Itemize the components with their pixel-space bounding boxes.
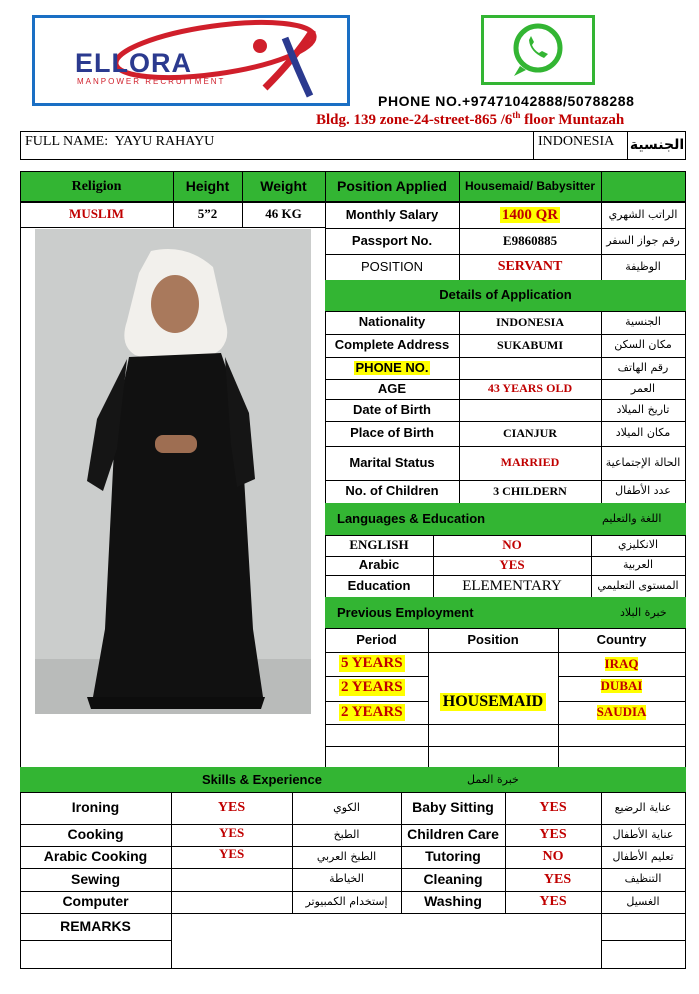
period-3: 2 YEARS — [341, 704, 403, 720]
lang-label-english: ENGLISH — [349, 537, 409, 553]
salary-ar: الراتب الشهري — [608, 207, 678, 221]
remarks-label: REMARKS — [60, 917, 131, 934]
lang-label-education: Education — [347, 577, 411, 593]
weight-header: Weight — [260, 177, 307, 194]
position-applied-header: Position Applied — [337, 177, 447, 194]
position-ar: الوظيفة — [625, 259, 661, 273]
employment-header-period: Period — [356, 631, 397, 647]
employment-title-ar: خبرة البلاد — [620, 606, 667, 619]
country-3-text: SAUDIA — [596, 704, 647, 720]
detail-ar-nationality: الجنسية — [625, 315, 661, 329]
remarks-field — [172, 914, 600, 968]
logo-tagline: MANPOWER RECRUITMENT — [77, 77, 226, 86]
skill-label-computer: Computer — [62, 893, 129, 910]
phone-line: PHONE NO.+97471042888/50788288 — [378, 93, 635, 109]
skills-title-ar: خبرة العمل — [467, 773, 519, 786]
detail-ar-dob: تاريخ الميلاد — [616, 402, 670, 416]
religion-value: MUSLIM — [69, 206, 124, 222]
employment-header-position: Position — [467, 631, 519, 647]
candidate-photo — [35, 229, 311, 714]
passport-value: E9860885 — [502, 232, 558, 248]
languages-title-ar: اللغة والتعليم — [602, 512, 662, 525]
salary-value — [459, 202, 601, 228]
skill-value-ironing: YES — [217, 800, 246, 816]
skill-value-tutoring: NO — [542, 849, 564, 865]
period-1: 5 YEARS — [341, 655, 403, 671]
detail-label-nationality: Nationality — [358, 314, 426, 330]
detail-value-phone — [459, 357, 601, 379]
skill-label-arabic-cooking: Arabic Cooking — [43, 848, 148, 865]
lang-ar-arabic: العربية — [622, 558, 654, 572]
passport-ar: رقم جواز السفر — [606, 233, 680, 247]
skill-label-cooking: Cooking — [67, 826, 124, 843]
detail-value-age: 43 YEARS OLD — [487, 381, 573, 396]
height-value: 5”2 — [197, 206, 218, 222]
religion-header: Religion — [71, 178, 122, 194]
skill-value-computer — [171, 891, 292, 913]
height-header: Height — [185, 177, 230, 194]
detail-value-nationality: INDONESIA — [495, 314, 564, 329]
detail-ar-age: العمر — [630, 381, 656, 395]
detail-ar-address: مكان السكن — [614, 338, 672, 352]
lang-value-arabic: YES — [499, 557, 525, 573]
skill-ar-cooking: الطبخ — [333, 827, 360, 841]
detail-label-pob: Place of Birth — [350, 425, 434, 441]
period-2: 2 YEARS — [341, 679, 403, 695]
country-2 — [558, 676, 685, 696]
whatsapp-icon — [496, 20, 580, 80]
company-logo — [32, 15, 350, 106]
country-3 — [558, 701, 685, 724]
position-label: POSITION — [360, 258, 424, 274]
country-1 — [558, 652, 685, 676]
lang-label-arabic: Arabic — [358, 557, 400, 573]
employment-title: Previous Employment — [337, 605, 474, 620]
skill-label-washing: Washing — [424, 893, 482, 910]
skill-value-arabic-cooking: YES — [219, 846, 245, 861]
lang-value-english: NO — [502, 537, 522, 553]
salary-value-text: 1400 QR — [501, 206, 559, 223]
skill-label-baby-sitting: Baby Sitting — [412, 799, 494, 816]
detail-label-phone-text: PHONE NO. — [355, 359, 429, 375]
skill-value-cooking: YES — [219, 825, 245, 840]
skill-value-cleaning: YES — [543, 871, 572, 887]
skill-ar-ironing: الكوي — [333, 800, 360, 814]
details-title: Details of Application — [439, 287, 572, 303]
weight-value: 46 KG — [265, 206, 302, 222]
position-value: SERVANT — [497, 259, 563, 275]
whatsapp-logo — [481, 15, 595, 85]
lang-value-education: ELEMENTARY — [462, 577, 562, 594]
skill-value-children-care: YES — [539, 827, 567, 843]
skill-ar-children-care: عناية الأطفال — [612, 827, 674, 841]
skill-label-tutoring: Tutoring — [425, 848, 481, 865]
employment-header-country: Country — [596, 631, 647, 647]
nationality-top-ar: الجنسية — [629, 136, 685, 153]
skill-ar-cleaning: التنظيف — [624, 872, 662, 886]
detail-value-children: 3 CHILDERN — [493, 483, 567, 498]
detail-label-phone — [325, 357, 459, 379]
skill-value-washing: YES — [539, 894, 567, 910]
skill-label-cleaning: Cleaning — [423, 870, 483, 887]
address-pre: Bldg. 139 zone-24-street-865 /6 — [316, 112, 513, 128]
skill-value-baby-sitting: YES — [539, 800, 567, 816]
detail-label-dob: Date of Birth — [353, 401, 431, 417]
skills-title: Skills & Experience — [202, 772, 322, 787]
skill-ar-washing: الغسيل — [626, 894, 660, 908]
detail-ar-marital: الحالة الإجتماعية — [605, 455, 681, 469]
detail-value-dob — [459, 399, 601, 421]
skill-ar-sewing: الخياطة — [329, 872, 364, 886]
address-post: floor Muntazah — [520, 112, 625, 128]
languages-title: Languages & Education — [337, 511, 486, 526]
detail-ar-children: عدد الأطفال — [615, 484, 671, 498]
logo-text: ELLORA — [75, 48, 192, 78]
skill-value-sewing — [171, 868, 292, 891]
nationality-top: INDONESIA — [538, 134, 615, 149]
passport-label: Passport No. — [351, 232, 433, 248]
detail-ar-pob: مكان الميلاد — [615, 426, 671, 440]
lang-ar-english: الانكليزي — [617, 538, 659, 552]
detail-label-age: AGE — [377, 380, 407, 396]
employment-position — [428, 680, 558, 724]
skill-label-ironing: Ironing — [71, 799, 120, 816]
full-name-label: FULL NAME: — [25, 134, 109, 149]
skill-ar-arabic-cooking: الطبخ العربي — [316, 849, 377, 863]
employment-position-text: HOUSEMAID — [440, 693, 546, 711]
detail-label-marital: Marital Status — [349, 454, 435, 470]
address-sup: th — [512, 110, 521, 120]
lang-ar-education: المستوى التعليمي — [597, 578, 679, 592]
detail-label-children: No. of Children — [345, 483, 439, 499]
salary-label: Monthly Salary — [345, 206, 439, 222]
detail-value-pob: CIANJUR — [503, 425, 557, 440]
skill-label-sewing: Sewing — [70, 870, 120, 887]
skill-ar-baby-sitting: عناية الرضيع — [614, 800, 672, 814]
skill-ar-tutoring: تعليم الأطفال — [612, 849, 674, 863]
country-1-text: IRAQ — [604, 655, 639, 671]
position-applied-value: Housemaid/ Babysitter — [464, 178, 596, 193]
skill-ar-computer: إستخدام الكمبيوتر — [305, 894, 388, 908]
country-2-text: DUBAI — [600, 677, 643, 693]
full-name-value: YAYU RAHAYU — [114, 134, 215, 149]
full-name — [25, 134, 214, 150]
skill-label-children-care: Children Care — [407, 826, 499, 843]
detail-label-address: Complete Address — [334, 337, 450, 353]
address-line — [316, 110, 624, 129]
detail-value-marital: MARRIED — [500, 455, 560, 470]
detail-ar-phone: رقم الهاتف — [617, 360, 669, 374]
detail-value-address: SUKABUMI — [496, 337, 563, 352]
